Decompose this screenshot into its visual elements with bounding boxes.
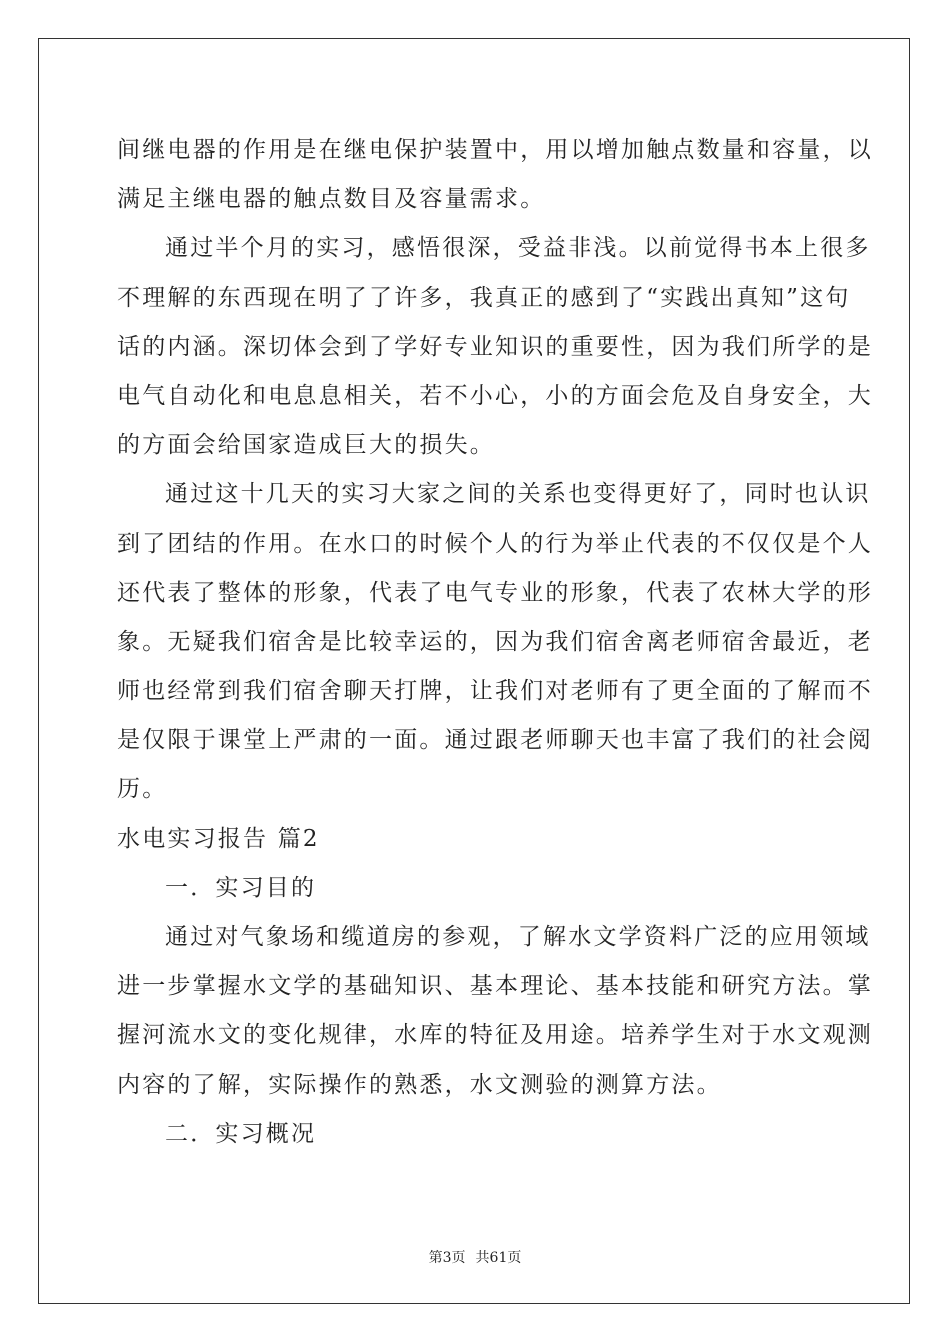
page-footer bbox=[0, 1247, 950, 1267]
page-total: 共61页 bbox=[475, 1250, 522, 1266]
text-line: 不理解的东西现在明了了许多，我真正的感到了“实践出真知”这句 bbox=[117, 284, 851, 311]
page-number: 第3页 bbox=[428, 1250, 466, 1266]
text-line: 历。 bbox=[117, 776, 168, 803]
text-line: 通过这十几天的实习大家之间的关系也变得更好了，同时也认识 bbox=[165, 481, 871, 508]
paragraph bbox=[117, 126, 873, 224]
text-line: 师也经常到我们宿舍聊天打牌，让我们对老师有了更全面的了解而不 bbox=[117, 678, 873, 705]
document-body bbox=[117, 126, 873, 1159]
section-heading: 二．实习概况 bbox=[165, 1120, 317, 1147]
section-title: 水电实习报告 篇2 bbox=[117, 825, 320, 852]
text-line: 进一步掌握水文学的基础知识、基本理论、基本技能和研究方法。掌 bbox=[117, 973, 873, 1000]
text-line: 到了团结的作用。在水口的时候个人的行为举止代表的不仅仅是个人 bbox=[117, 530, 873, 557]
text-line: 象。无疑我们宿舍是比较幸运的，因为我们宿舍离老师宿舍最近，老 bbox=[117, 628, 873, 655]
text-line: 通过半个月的实习，感悟很深，受益非浅。以前觉得书本上很多 bbox=[165, 235, 871, 262]
text-line: 握河流水文的变化规律，水库的特征及用途。培养学生对于水文观测 bbox=[117, 1022, 873, 1049]
paragraph bbox=[117, 224, 873, 470]
paragraph bbox=[117, 470, 873, 814]
text-line: 话的内涵。深切体会到了学好专业知识的重要性，因为我们所学的是 bbox=[117, 333, 873, 360]
text-line: 是仅限于课堂上严肃的一面。通过跟老师聊天也丰富了我们的社会阅 bbox=[117, 727, 873, 754]
text-line: 通过对气象场和缆道房的参观，了解水文学资料广泛的应用领域 bbox=[165, 924, 871, 950]
paragraph bbox=[117, 913, 873, 1110]
text-line: 内容的了解，实际操作的熟悉，水文测验的测算方法。 bbox=[117, 1071, 722, 1098]
text-line: 还代表了整体的形象，代表了电气专业的形象，代表了农林大学的形 bbox=[117, 579, 873, 606]
text-line: 的方面会给国家造成巨大的损失。 bbox=[117, 432, 495, 459]
text-line: 间继电器的作用是在继电保护装置中，用以增加触点数量和容量，以 bbox=[117, 137, 873, 163]
section-heading: 一．实习目的 bbox=[165, 874, 317, 901]
text-line: 满足主继电器的触点数目及容量需求。 bbox=[117, 186, 546, 213]
text-line: 电气自动化和电息息相关，若不小心，小的方面会危及自身安全，大 bbox=[117, 382, 873, 409]
